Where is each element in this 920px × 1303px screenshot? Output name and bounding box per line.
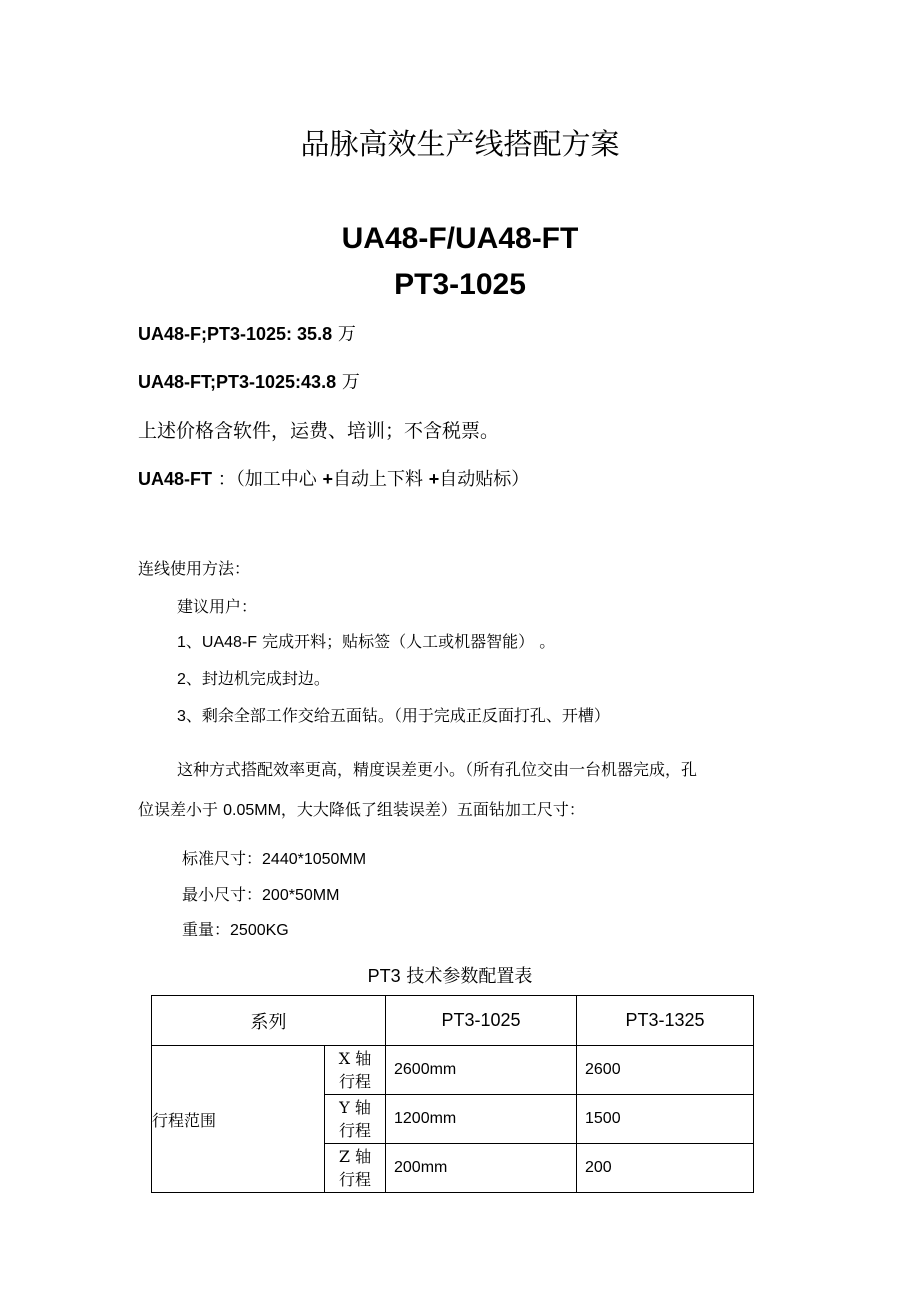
- para-text: ，大大降低了组装误差）五面钻加工尺寸：: [280, 800, 585, 819]
- price-model: UA48-F;PT3-1025: 35.8: [138, 324, 333, 344]
- model-heading-line-1: UA48-F/UA48-FT: [341, 222, 579, 255]
- usage-heading: 连线使用方法：: [138, 559, 251, 578]
- header-model-2: PT3-1325: [577, 996, 754, 1046]
- price-unit: 万: [332, 324, 356, 345]
- ft-label: UA48-FT: [138, 469, 213, 489]
- spec-label: 最小尺寸：: [182, 885, 263, 904]
- axis-label: Z 轴 行程: [325, 1144, 386, 1193]
- price-line-2: [138, 368, 360, 394]
- spec-label: 标准尺寸：: [182, 849, 263, 868]
- spec-value: 2500KG: [230, 922, 289, 939]
- table-cell: 1200mm: [386, 1095, 577, 1144]
- axis-label: X 轴 行程: [325, 1046, 386, 1095]
- ft-plus: +: [428, 469, 440, 489]
- table-cell: 200mm: [386, 1144, 577, 1193]
- ft-desc-part: 自动贴标）: [439, 469, 530, 490]
- step-sep: 、: [185, 632, 202, 651]
- table-caption: [0, 962, 900, 988]
- price-model: UA48-FT;PT3-1025:43.8: [138, 372, 337, 392]
- step-text: 封边机完成封边。: [201, 669, 330, 688]
- ft-desc-part: 自动上下料: [332, 469, 429, 490]
- para-text: 位误差小于: [138, 800, 224, 819]
- spec-value: 2440*1050MM: [262, 851, 367, 868]
- group-label: 行程范围: [152, 1046, 325, 1193]
- table-cell: 2600: [577, 1046, 754, 1095]
- ft-desc-part: ：（加工中心: [212, 469, 323, 490]
- step-sep: 、: [185, 706, 202, 725]
- caption-code: PT3: [367, 966, 401, 986]
- step-3: [177, 703, 610, 726]
- spec-weight: [182, 917, 289, 940]
- table-row: [152, 1046, 754, 1095]
- document-title: 品脉高效生产线搭配方案: [300, 127, 620, 161]
- step-2: [177, 666, 330, 689]
- step-number: 2: [177, 671, 186, 688]
- efficiency-paragraph-line-1: 这种方式搭配效率更高，精度误差更小。（所有孔位交由一台机器完成，孔: [177, 760, 698, 779]
- price-line-1: [138, 320, 356, 346]
- step-code: UA48-F: [201, 634, 258, 651]
- step-number: 3: [177, 708, 186, 725]
- model-heading-line-2: PT3-1025: [394, 268, 526, 301]
- table-cell: 1500: [577, 1095, 754, 1144]
- ft-plus: +: [322, 469, 333, 489]
- step-sep: 、: [185, 669, 202, 688]
- header-model-1: PT3-1025: [386, 996, 577, 1046]
- step-number: 1: [177, 634, 186, 651]
- step-text: 剩余全部工作交给五面钻。（用于完成正反面打孔、开槽）: [201, 706, 610, 725]
- price-unit: 万: [336, 372, 360, 393]
- suggest-label: 建议用户：: [177, 597, 258, 616]
- step-text: 完成开料；贴标签（人工或机器智能） 。: [257, 632, 556, 651]
- tolerance-value: 0.05MM: [223, 802, 281, 819]
- spec-table: [151, 995, 754, 1193]
- axis-label: Y 轴 行程: [325, 1095, 386, 1144]
- efficiency-paragraph-line-2: [138, 797, 585, 820]
- spec-value: 200*50MM: [262, 887, 340, 904]
- table-header-row: [152, 996, 754, 1046]
- table-cell: 200: [577, 1144, 754, 1193]
- spec-label: 重量：: [182, 920, 231, 939]
- table-cell: 2600mm: [386, 1046, 577, 1095]
- price-note: 上述价格含软件，运费、培训；不含税票。: [138, 420, 500, 442]
- spec-standard-size: [182, 846, 366, 869]
- spec-min-size: [182, 882, 339, 905]
- caption-text: 技术参数配置表: [400, 966, 533, 987]
- step-1: [177, 629, 555, 652]
- header-series: 系列: [152, 996, 386, 1046]
- ft-description: [138, 465, 529, 491]
